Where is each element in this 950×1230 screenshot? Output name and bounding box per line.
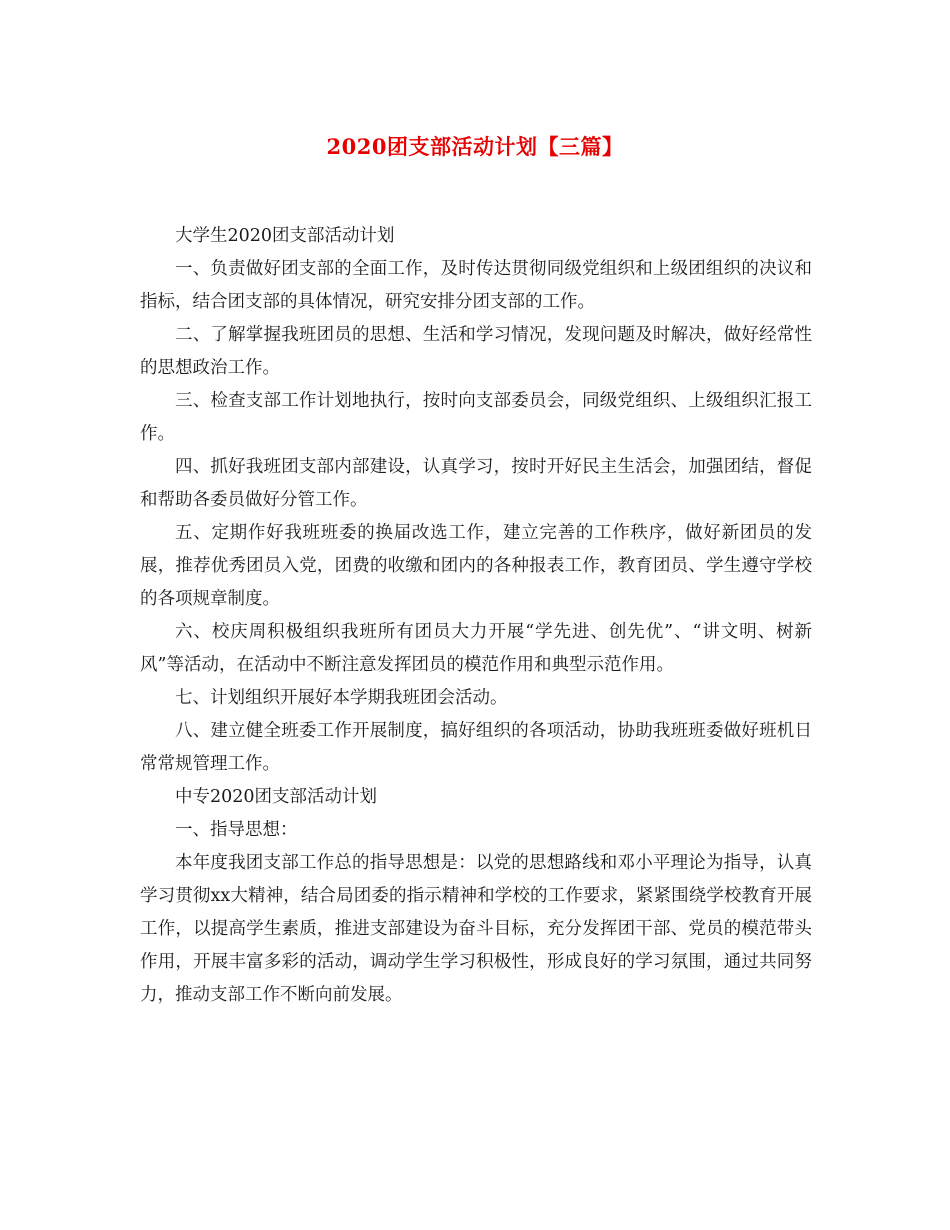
subheading-guiding-ideology: 一、指导思想： bbox=[175, 820, 298, 840]
paragraph-item-8: 八、建立健全班委工作开展制度，搞好组织的各项活动，协助我班班委做好班机日常常规管理工作。 bbox=[140, 721, 812, 774]
paragraph-guiding-ideology: 本年度我团支部工作总的指导思想是：以党的思想路线和邓小平理论为指导，认真学习贯彻xx大精神，结合局团委的指示精神和学校的工作要求，紧紧围绕学校教育开展工作，以提高学生素质，推进支部建设为奋斗目标，充分发挥团干部、党员的模范带头作用，开展丰富多彩的活动，调动学生学习积极性，形成良好的学习氛围，通过共同努力，推动支部工作不断向前发展。 bbox=[140, 853, 812, 1005]
document-title: 2020团支部活动计划【三篇】 bbox=[326, 134, 624, 159]
document-body bbox=[140, 220, 812, 1012]
paragraph-item-6: 六、校庆周积极组织我班所有团员大力开展“学先进、创先优”、“讲文明、树新风”等活动，在活动中不断注意发挥团员的模范作用和典型示范作用。 bbox=[140, 622, 812, 675]
paragraph-item-3: 三、检查支部工作计划地执行，按时向支部委员会，同级党组织、上级组织汇报工作。 bbox=[140, 391, 812, 444]
paragraph-item-5: 五、定期作好我班班委的换届改选工作，建立完善的工作秩序，做好新团员的发展，推荐优秀团员入党，团费的收缴和团内的各种报表工作，教育团员、学生遵守学校的各项规章制度。 bbox=[140, 523, 812, 609]
paragraph-item-7: 七、计划组织开展好本学期我班团会活动。 bbox=[175, 688, 508, 708]
section-heading-vocational: 中专2020团支部活动计划 bbox=[175, 787, 378, 807]
section-heading-university: 大学生2020团支部活动计划 bbox=[175, 226, 395, 246]
paragraph-item-2: 二、了解掌握我班团员的思想、生活和学习情况，发现问题及时解决，做好经常性的思想政治工作。 bbox=[140, 325, 812, 378]
paragraph-item-4: 四、抓好我班团支部内部建设，认真学习，按时开好民主生活会，加强团结，督促和帮助各委员做好分管工作。 bbox=[140, 457, 812, 510]
paragraph-item-1: 一、负责做好团支部的全面工作，及时传达贯彻同级党组织和上级团组织的决议和指标，结合团支部的具体情况，研究安排分团支部的工作。 bbox=[140, 259, 812, 312]
